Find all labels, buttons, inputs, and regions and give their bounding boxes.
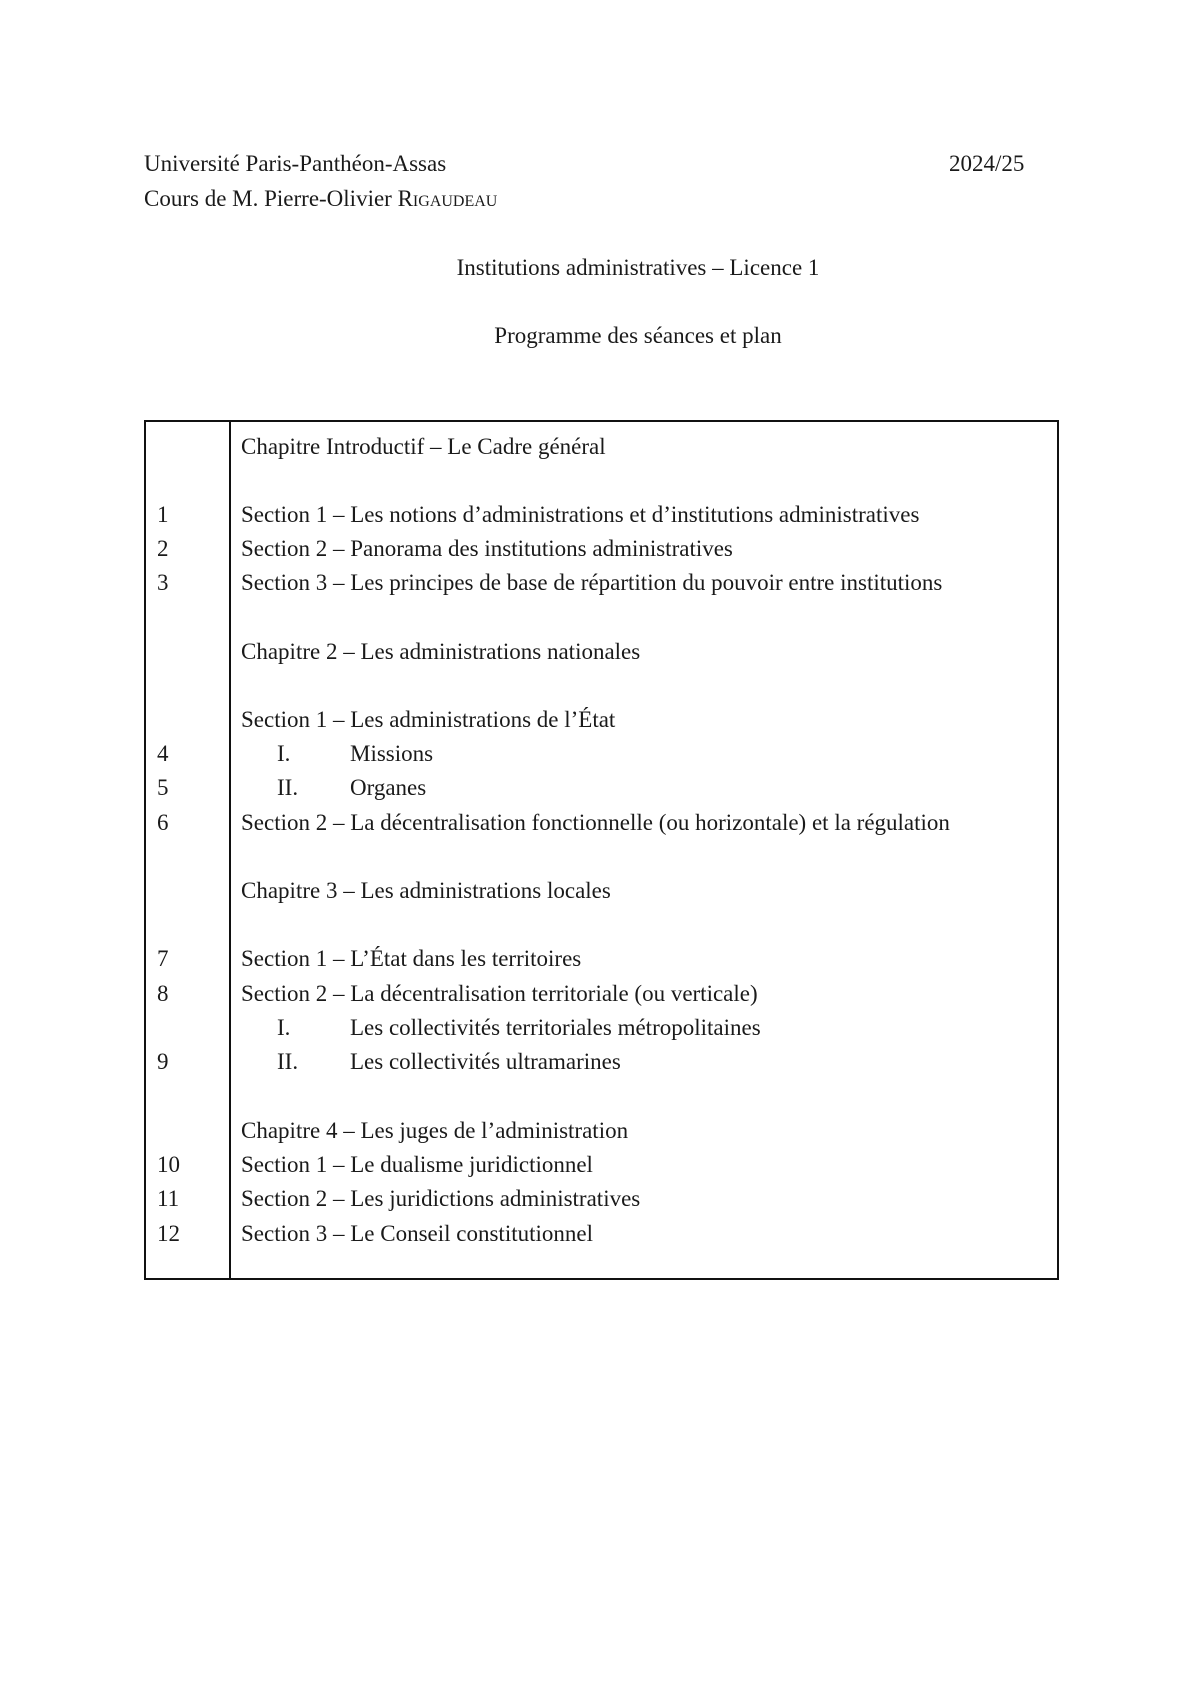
chapter-title-row xyxy=(146,1116,1057,1146)
section-row xyxy=(146,1184,1057,1214)
chapter-title-row xyxy=(146,876,1057,906)
subsection-row xyxy=(146,739,1057,769)
subsection-title: Les collectivités ultramarines xyxy=(350,1049,621,1074)
section-title: Section 2 – La décentralisation territoriale (ou verticale) xyxy=(241,981,758,1006)
session-number: 6 xyxy=(157,810,169,835)
session-number: 8 xyxy=(157,981,169,1006)
chapter-title: Chapitre Introductif – Le Cadre général xyxy=(241,434,606,459)
document-title: Institutions administratives – Licence 1 xyxy=(456,255,820,280)
chapter-title: Chapitre 2 – Les administrations nationales xyxy=(241,639,641,664)
chapter-title: Chapitre 4 – Les juges de l’administration xyxy=(241,1118,629,1143)
subsection-title: Les collectivités territoriales métropolitaines xyxy=(350,1015,761,1040)
subsection-numeral: II. xyxy=(277,775,299,800)
academic-year: 2024/25 xyxy=(949,151,1025,176)
subsection-row xyxy=(146,773,1057,803)
section-title: Section 3 – Le Conseil constitutionnel xyxy=(241,1221,593,1246)
subsection-title: Organes xyxy=(350,775,427,800)
course-instructor-prefix: Cours de M. Pierre-Olivier xyxy=(144,186,392,211)
subsection-numeral: II. xyxy=(277,1049,299,1074)
session-number: 7 xyxy=(157,946,169,971)
section-title: Section 3 – Les principes de base de répartition du pouvoir entre institutions xyxy=(241,570,943,595)
section-row xyxy=(146,1150,1057,1180)
session-number: 1 xyxy=(157,502,169,527)
subsection-numeral: I. xyxy=(277,1015,291,1040)
session-number: 3 xyxy=(157,570,169,595)
session-number: 9 xyxy=(157,1049,169,1074)
section-row xyxy=(146,705,1057,735)
chapter-title-row xyxy=(146,637,1057,667)
subsection-row xyxy=(146,1013,1057,1043)
section-row xyxy=(146,1219,1057,1249)
subsection-title: Missions xyxy=(350,741,434,766)
session-number: 5 xyxy=(157,775,169,800)
session-number: 10 xyxy=(157,1152,180,1177)
session-number: 4 xyxy=(157,741,169,766)
section-row xyxy=(146,979,1057,1009)
subsection-numeral: I. xyxy=(277,741,291,766)
session-number: 2 xyxy=(157,536,169,561)
section-row xyxy=(146,808,1057,838)
plan-table xyxy=(144,420,1059,1280)
subsection-row xyxy=(146,1047,1057,1077)
section-row xyxy=(146,944,1057,974)
section-title: Section 1 – Le dualisme juridictionnel xyxy=(241,1152,593,1177)
section-title: Section 1 – Les administrations de l’État xyxy=(241,707,616,732)
session-number: 12 xyxy=(157,1221,180,1246)
document-subtitle: Programme des séances et plan xyxy=(494,323,782,348)
section-row xyxy=(146,534,1057,564)
section-title: Section 2 – Panorama des institutions administratives xyxy=(241,536,733,561)
section-title: Section 1 – Les notions d’administrations et d’institutions administratives xyxy=(241,502,920,527)
section-row xyxy=(146,568,1057,598)
section-title: Section 2 – Les juridictions administratives xyxy=(241,1186,641,1211)
section-title: Section 2 – La décentralisation fonctionnelle (ou horizontale) et la régulation xyxy=(241,810,950,835)
course-instructor-lastname: Rigaudeau xyxy=(397,186,498,211)
university-name: Université Paris-Panthéon-Assas xyxy=(144,151,447,176)
chapter-title: Chapitre 3 – Les administrations locales xyxy=(241,878,611,903)
section-title: Section 1 – L’État dans les territoires xyxy=(241,946,582,971)
section-row xyxy=(146,500,1057,530)
session-number: 11 xyxy=(157,1186,180,1211)
course-instructor xyxy=(144,187,497,210)
chapter-title-row xyxy=(146,432,1057,462)
